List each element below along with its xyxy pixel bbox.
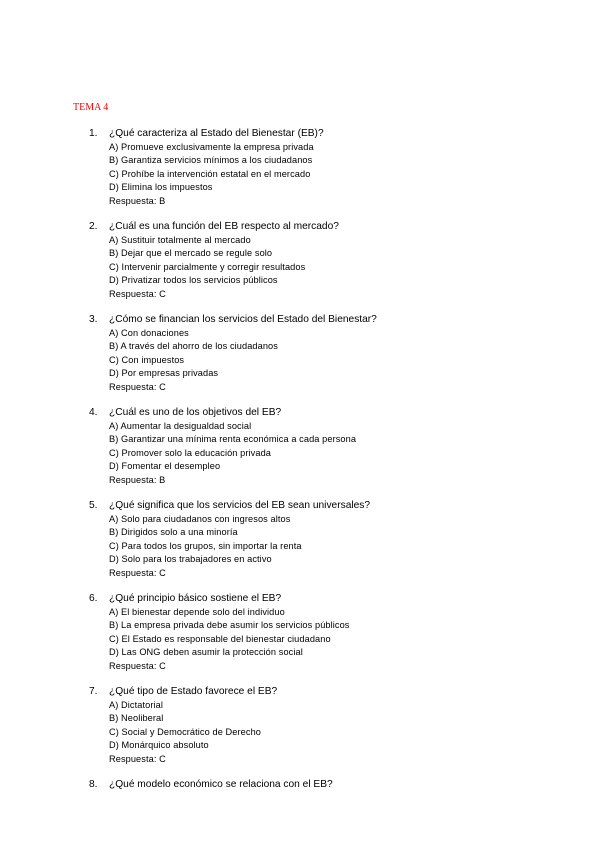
- answer-option: A) Aumentar la desigualdad social: [109, 420, 252, 431]
- question-header: [89, 499, 569, 513]
- answer-option: D) Por empresas privadas: [109, 368, 219, 378]
- answer-option: A) Sustituir totalmente al mercado: [109, 234, 251, 245]
- answer-option: A) Promueve exclusivamente la empresa privada: [109, 141, 314, 152]
- question-number: 3.: [89, 314, 98, 325]
- answer-option: A) Solo para ciudadanos con ingresos altos: [109, 513, 291, 524]
- question-text: ¿Qué principio básico sostiene el EB?: [109, 593, 282, 604]
- question-number: 4.: [89, 407, 98, 418]
- question-item: [89, 499, 569, 580]
- answer-option: B) Dirigidos solo a una minoría: [109, 527, 238, 537]
- answer-option: B) Neoliberal: [109, 713, 164, 723]
- question-header: [89, 313, 569, 327]
- answer-options: [109, 420, 569, 488]
- document-title: TEMA 4: [73, 102, 109, 113]
- question-text: ¿Qué tipo de Estado favorece el EB?: [109, 686, 278, 697]
- correct-answer: Respuesta: C: [109, 288, 166, 299]
- question-list: [89, 127, 569, 804]
- question-header: [89, 778, 569, 792]
- question-item: [89, 127, 569, 208]
- answer-option: C) Promover solo la educación privada: [109, 447, 272, 458]
- question-header: [89, 406, 569, 420]
- question-number: 5.: [89, 500, 98, 511]
- answer-option: A) Con donaciones: [109, 327, 189, 338]
- question-item: [89, 685, 569, 766]
- question-text: ¿Qué modelo económico se relaciona con el EB?: [109, 779, 333, 790]
- answer-option: D) Privatizar todos los servicios públicos: [109, 275, 278, 285]
- answer-option: A) Dictatorial: [109, 699, 163, 710]
- question-number: 1.: [89, 128, 98, 139]
- answer-options: [109, 141, 569, 209]
- question-item: [89, 592, 569, 673]
- answer-options: [109, 513, 569, 581]
- question-item: [89, 778, 569, 792]
- question-text: ¿Qué significa que los servicios del EB sean universales?: [109, 500, 371, 511]
- answer-option: C) El Estado es responsable del bienestar ciudadano: [109, 633, 331, 644]
- question-header: [89, 220, 569, 234]
- answer-option: D) Monárquico absoluto: [109, 740, 209, 750]
- question-number: 7.: [89, 686, 98, 697]
- question-text: ¿Cuál es uno de los objetivos del EB?: [109, 407, 282, 418]
- answer-option: B) La empresa privada debe asumir los servicios públicos: [109, 620, 350, 630]
- answer-option: B) Garantiza servicios mínimos a los ciudadanos: [109, 155, 313, 165]
- question-number: 6.: [89, 593, 98, 604]
- correct-answer: Respuesta: C: [109, 753, 166, 764]
- question-header: [89, 127, 569, 141]
- question-header: [89, 685, 569, 699]
- question-item: [89, 313, 569, 394]
- answer-option: C) Para todos los grupos, sin importar la renta: [109, 540, 302, 551]
- question-number: 2.: [89, 221, 98, 232]
- question-header: [89, 592, 569, 606]
- answer-options: [109, 606, 569, 674]
- question-text: ¿Qué caracteriza al Estado del Bienestar (EB)?: [109, 128, 324, 139]
- question-item: [89, 406, 569, 487]
- answer-option: D) Las ONG deben asumir la protección social: [109, 647, 303, 657]
- correct-answer: Respuesta: B: [109, 195, 166, 206]
- answer-options: [109, 327, 569, 395]
- question-text: ¿Cuál es una función del EB respecto al mercado?: [109, 221, 339, 232]
- answer-option: B) Dejar que el mercado se regule solo: [109, 248, 273, 258]
- answer-option: A) El bienestar depende solo del individuo: [109, 606, 285, 617]
- answer-option: D) Solo para los trabajadores en activo: [109, 554, 272, 564]
- question-item: [89, 220, 569, 301]
- answer-option: B) Garantizar una mínima renta económica a cada persona: [109, 434, 357, 444]
- answer-option: C) Social y Democrático de Derecho: [109, 726, 261, 737]
- answer-option: B) A través del ahorro de los ciudadanos: [109, 341, 278, 351]
- question-text: ¿Cómo se financian los servicios del Estado del Bienestar?: [109, 314, 377, 325]
- correct-answer: Respuesta: C: [109, 660, 166, 671]
- answer-option: C) Prohíbe la intervención estatal en el mercado: [109, 168, 311, 179]
- answer-options: [109, 699, 569, 767]
- answer-option: D) Elimina los impuestos: [109, 182, 213, 192]
- correct-answer: Respuesta: C: [109, 381, 166, 392]
- answer-option: D) Fomentar el desempleo: [109, 461, 221, 471]
- answer-option: C) Intervenir parcialmente y corregir resultados: [109, 261, 306, 272]
- answer-options: [109, 234, 569, 302]
- correct-answer: Respuesta: B: [109, 474, 166, 485]
- answer-option: C) Con impuestos: [109, 354, 185, 365]
- question-number: 8.: [89, 779, 98, 790]
- correct-answer: Respuesta: C: [109, 567, 166, 578]
